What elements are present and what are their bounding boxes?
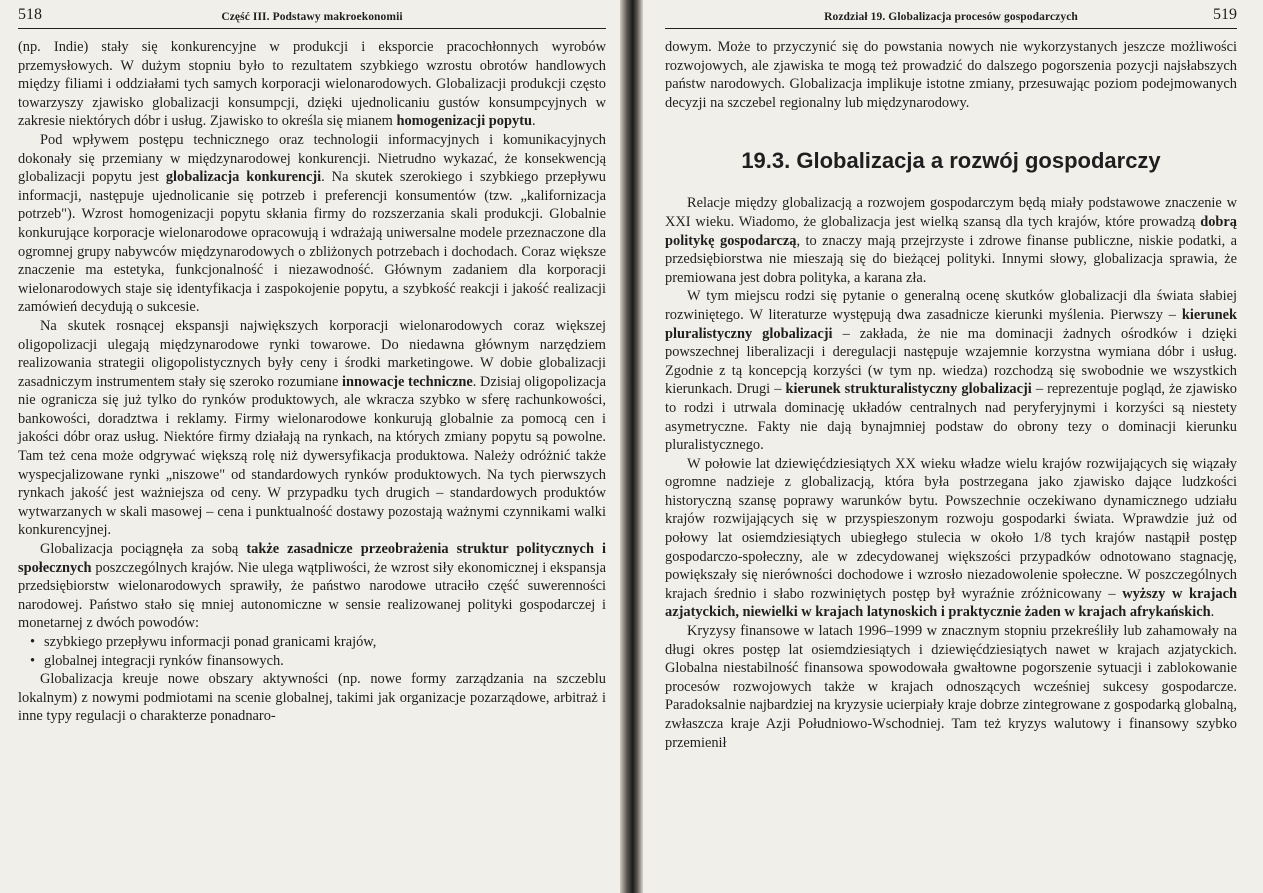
left-paragraph-1: (np. Indie) stały się konkurencyjne w produkcji i eksporcie pracochłonnych wyrobów przemysłowych. W dużym stopniu było to rezultatem szybkiego wzrostu obrotów handlowych między filiami i oddziałami tych samych korporacji wielonarodowych. Globalizacji produkcji często towarzyszy zjawisko globalizacji konsumpcji, dzięki ujednolicaniu gustów konsumpcyjnych w zakresie niektórych dóbr i usług. Zjawisko to określa się mianem homogenizacji popytu.	[18, 39, 606, 130]
left-paragraph-4: Globalizacja pociągnęła za sobą także zasadnicze przeobrażenia struktur politycznych i społecznych poszczególnych krajów. Nie ulega wątpliwości, że wzrost siły ekonomicznej i ekspansja przedsiębiorstw wielonarodowych sprawiły, że państwo narodowe utraciło część suwerenności narodowej. Państwo stało się mniej autonomiczne w sensie realizowanej polityki gospodarczej i monetarnej z dwóch powodów:	[18, 541, 606, 632]
right-paragraph-1: Relacje między globalizacją a rozwojem gospodarczym będą miały podstawowe znaczenie w XXI wieku. Wiadomo, że globalizacja jest wielką szansą dla tych krajów, które prowadzą dobrą politykę gospodarczą, to znaczy mają przejrzyste i zdrowe finanse publiczne, niskie podatki, a przedsiębiorstwa nie mieszają się do bieżącej polityki. Innymi słowy, globalizacja sprawia, że premiowana jest dobra polityka, a karana zła.	[665, 195, 1238, 286]
left-running-head	[18, 6, 606, 29]
left-paragraph-5: Globalizacja kreuje nowe obszary aktywności (np. nowe formy zarządzania na szczeblu lokalnym) z nowymi podmiotami na scenie globalnej, takimi jak organizacje pozarządowe, arbitraż i inne typy regulacji o charakterze ponadnaro-	[18, 671, 606, 725]
right-page-number: 519	[1213, 6, 1237, 23]
section-heading: 19.3. Globalizacja a rozwój gospodarczy	[741, 148, 1161, 174]
right-paragraph-3: W połowie lat dziewięćdziesiątych XX wieku władze wielu krajów rozwijających się wiązały ogromne nadzieje z globalizacją, która była postrzegana jako zjawisko dające ludzkości historyczną szansę poprawy warunków bytu. Powszechnie oczekiwano dynamicznego udziału krajów rozwijających się w przyspieszonym rozwoju gospodarki świata. Wprawdzie już od połowy lat osiemdziesiątych ubiegłego stulecia w około 1/8 tych krajów nastąpił postęp gospodarczo-społeczny, ale w zdecydowanej większości przypadków odnotowano stagnację, powiększały się nierówności dochodowe i wzrosło niezadowolenie społeczne. W poszczególnych krajach średnio i słabo rozwiniętych postęp był wyraźnie zróżnicowany – wyższy w krajach azjatyckich, niewielki w krajach latynoskich i praktycznie żaden w krajach afrykańskich.	[665, 455, 1237, 621]
right-running-head-title: Rozdział 19. Globalizacja procesów gospodarczych	[824, 11, 1078, 23]
left-running-head-title: Część III. Podstawy makroekonomii	[221, 11, 403, 23]
left-paragraph-3: Na skutek rosnącej ekspansji największych korporacji wielonarodowych coraz większej oligopolizacji ulegają międzynarodowe rynki towarowe. Do niedawna głównym narzędziem realizowania strategii oligopolistycznych były ceny i środki marketingowe. W dobie globalizacji zasadniczym instrumentem stały się szeroko rozumiane innowacje techniczne. Dzisiaj oligopolizacja nie ogranicza się już tylko do rynków produktowych, ale wkracza szybko w sferę rachunkowości, bankowości, doradztwa i reklamy. Firmy wielonarodowe konkurują globalnie za pomocą cen i jakości dóbr oraz usług. Niektóre firmy działają na rynkach, na których zmiany popytu są powolne. Tam też cena może odgrywać większą rolę niż dywersyfikacja produktowa. Należy odróżnić także wyspecjalizowane rynki „niszowe" od standardowych rynków produktowych. Na tych pierwszych rynkach jakość jest ważniejsza od ceny. W przypadku tych drugich – standardowych produktów wytwarzanych w skali masowej – cena i punktualność dostawy pozostają ważnymi czynnikami walki konkurencyjnej.	[18, 317, 606, 539]
right-page	[643, 0, 1263, 893]
book-gutter	[620, 0, 643, 893]
list-item: • globalnej integracji rynków finansowych.	[44, 652, 606, 671]
left-paragraph-2: Pod wpływem postępu technicznego oraz technologii informacyjnych i komunikacyjnych dokonały się przemiany w międzynarodowej konkurencji. Nietrudno wykazać, że konsekwencją globalizacji popytu jest globalizacja konkurencji. Na skutek szerokiego i szybkiego przepływu informacji, następuje ujednolicanie się potrzeb i preferencji konsumentów (tzw. „kalifornizacja potrzeb"). Wzrost homogenizacji popytu skłania firmy do rozszerzania skali produkcji. Globalnie konkurujące korporacje wielonarodowe opracowują i wdrażają uniwersalne modele przeznaczone dla ogromnej grupy nabywców międzynarodowych o zbliżonych potrzebach i dochodach. Coraz większe znaczenie ma estetyka, funkcjonalność i niezawodność. Głównym zadaniem dla korporacji wielonarodowych staje się identyfikacja i zaspokojenie popytu, a szybkość reakcji i jakość realizacji zamówień decydują o sukcesie.	[18, 131, 606, 316]
right-paragraph-2: W tym miejscu rodzi się pytanie o generalną ocenę skutków globalizacji dla świata słabiej rozwiniętego. W literaturze występują dwa zasadnicze kierunki myślenia. Pierwszy – kierunek pluralistyczny globalizacji – zakłada, że nie ma dominacji żadnych ośrodków i dzięki powszechnej liberalizacji i deregulacji następuje wzajemnie korzystna wymiana dóbr i usług. Zgodnie z tą koncepcją korzyści (w tym np. wiedza) rozchodzą się swobodnie we wszystkich kierunkach. Drugi – kierunek strukturalistyczny globalizacji – reprezentuje pogląd, że zjawisko to rodzi i utrwala dominację układów centralnych nad peryferyjnymi i korzyści są niestety asymetryczne. Fakty nie dają bynajmniej podstaw do obrony tezy o dominacji kierunku pluralistycznego.	[665, 288, 1238, 454]
right-paragraph-4: Kryzysy finansowe w latach 1996–1999 w znacznym stopniu przekreśliły lub zahamowały na długi okres postęp lat osiemdziesiątych i dziewięćdziesiątych nawet w krajach azjatyckich. Globalna niestabilność finansowa spowodowała gwałtowne pogorszenie sytuacji i zablokowanie procesów rozwojowych także w krajach odnoszących wcześniej sukcesy gospodarcze. Paradoksalnie najbardziej na kryzysie ucierpiały kraje dobrze zintegrowane z gospodarką globalną, zwłaszcza kraje Azji Południowo-Wschodniej. Tam też kryzys walutowy i finansowy szybko przemienił	[665, 623, 1237, 751]
right-paragraph-opening: dowym. Może to przyczynić się do powstania nowych nie wykorzystanych jeszcze możliwości rozwojowych, ale zjawiska te mogą też prowadzić do dalszego pogorszenia pozycji najsłabszych państw narodowych. Globalizacja implikuje istotne zmiany, przesuwając poziom podejmowanych decyzji na szczebel regionalny lub międzynarodowy.	[665, 39, 1237, 111]
bullet-list	[18, 633, 606, 670]
list-item: • szybkiego przepływu informacji ponad granicami krajów,	[44, 633, 606, 652]
left-page	[0, 0, 620, 893]
left-page-number: 518	[18, 6, 42, 23]
right-running-head	[665, 6, 1237, 29]
